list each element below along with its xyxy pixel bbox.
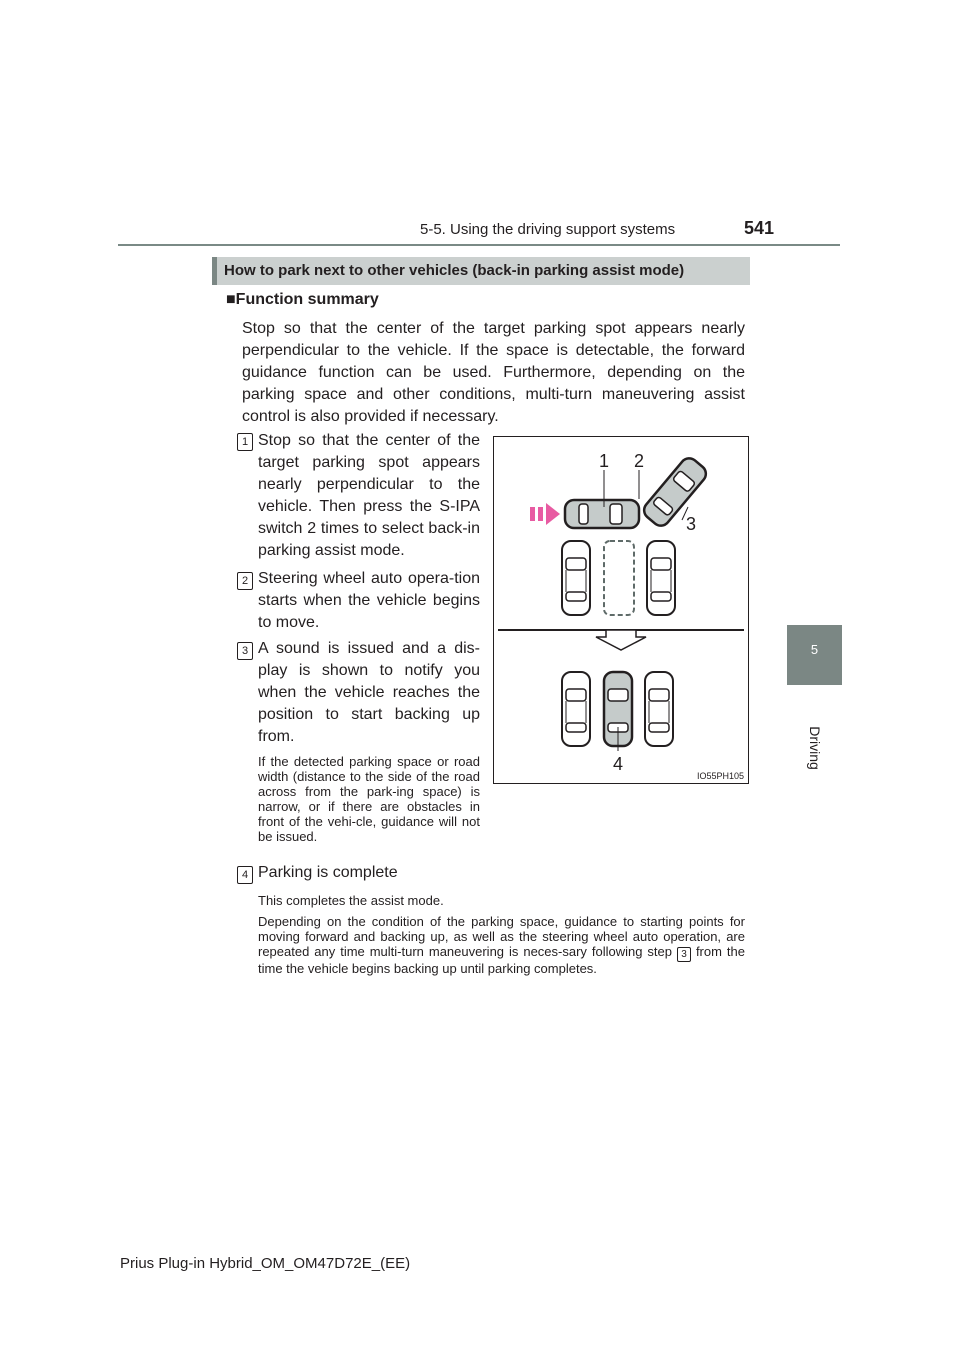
parking-diagram (494, 437, 748, 783)
parked-car-left-lower-icon (562, 672, 590, 746)
step-4-text: Parking is complete (258, 864, 398, 881)
callout-2-label: 2 (633, 451, 645, 471)
subheading: ■Function summary (226, 291, 379, 308)
callout-2 (634, 451, 644, 471)
vehicle-approaching-icon (565, 500, 639, 528)
callout-1-label: 1 (598, 451, 610, 471)
step-2-text: Steering wheel auto opera-tion starts when the vehicle begins to move. (258, 570, 480, 631)
callout-1 (599, 451, 609, 471)
parked-car-left-icon (562, 541, 590, 615)
step-number-2: 2 (237, 572, 253, 590)
step-number-3: 3 (237, 642, 253, 660)
step-3-note: If the detected parking space or road width (distance to the side of the road across from the park-ing space) is narrow, or if there are obstacles in front of the vehi-cle, guidance will not be issued. (258, 754, 480, 844)
closing-note-part-1: Depending on the condition of the parking space, guidance to starting points for moving forward and backing up, as well as the steering wheel auto operation, are repeated any time multi-turn maneuvering is neces-sary following step (258, 914, 745, 959)
target-parking-spot (604, 541, 634, 615)
callout-4-label: 4 (612, 754, 624, 774)
step-number-1: 1 (237, 433, 253, 451)
step-3-text: A sound is issued and a dis-play is shown to notify you when the vehicle reaches the position to start backing up from. (258, 640, 480, 745)
parked-car-right-lower-icon (645, 672, 673, 746)
callout-3 (686, 514, 696, 534)
header-divider (118, 244, 840, 246)
page-number: 541 (744, 218, 775, 238)
step-reference-3: 3 (677, 947, 691, 962)
chapter-tab-number: 5 (787, 625, 842, 685)
figure-code: IO55PH105 (696, 771, 744, 781)
callout-3-label: 3 (685, 514, 697, 534)
step-4-note: This completes the assist mode. (258, 893, 444, 908)
vehicle-angled-icon (640, 455, 709, 530)
step-number-4: 4 (237, 866, 253, 884)
closing-note (258, 914, 745, 976)
down-arrow-icon (596, 630, 646, 650)
parking-assist-figure (493, 436, 749, 784)
header-section-title: 5-5. Using the driving support systems (420, 221, 676, 238)
closing-note-part-2: from the time the vehicle begins backing up until parking completes. (258, 944, 745, 976)
callout-4 (613, 754, 623, 774)
section-title: How to park next to other vehicles (back-in parking assist mode) (212, 257, 750, 285)
motion-arrow-icon (530, 503, 560, 525)
step-1-text: Stop so that the center of the target parking spot appears nearly perpendicular to the vehicle. Then press the S-IPA switch 2 times to select back-in parking assist mode. (258, 432, 480, 559)
parked-car-right-icon (647, 541, 675, 615)
intro-paragraph: Stop so that the center of the target parking spot appears nearly perpendicular to the vehicle. If the space is detectable, the forward guidance function can be used. Furthermore, depending on the parking space and other conditions, multi-turn maneuvering assist control is also provided if necessary. (242, 320, 745, 425)
footer-document-id: Prius Plug-in Hybrid_OM_OM47D72E_(EE) (120, 1255, 411, 1272)
chapter-tab-label: Driving (807, 726, 823, 770)
